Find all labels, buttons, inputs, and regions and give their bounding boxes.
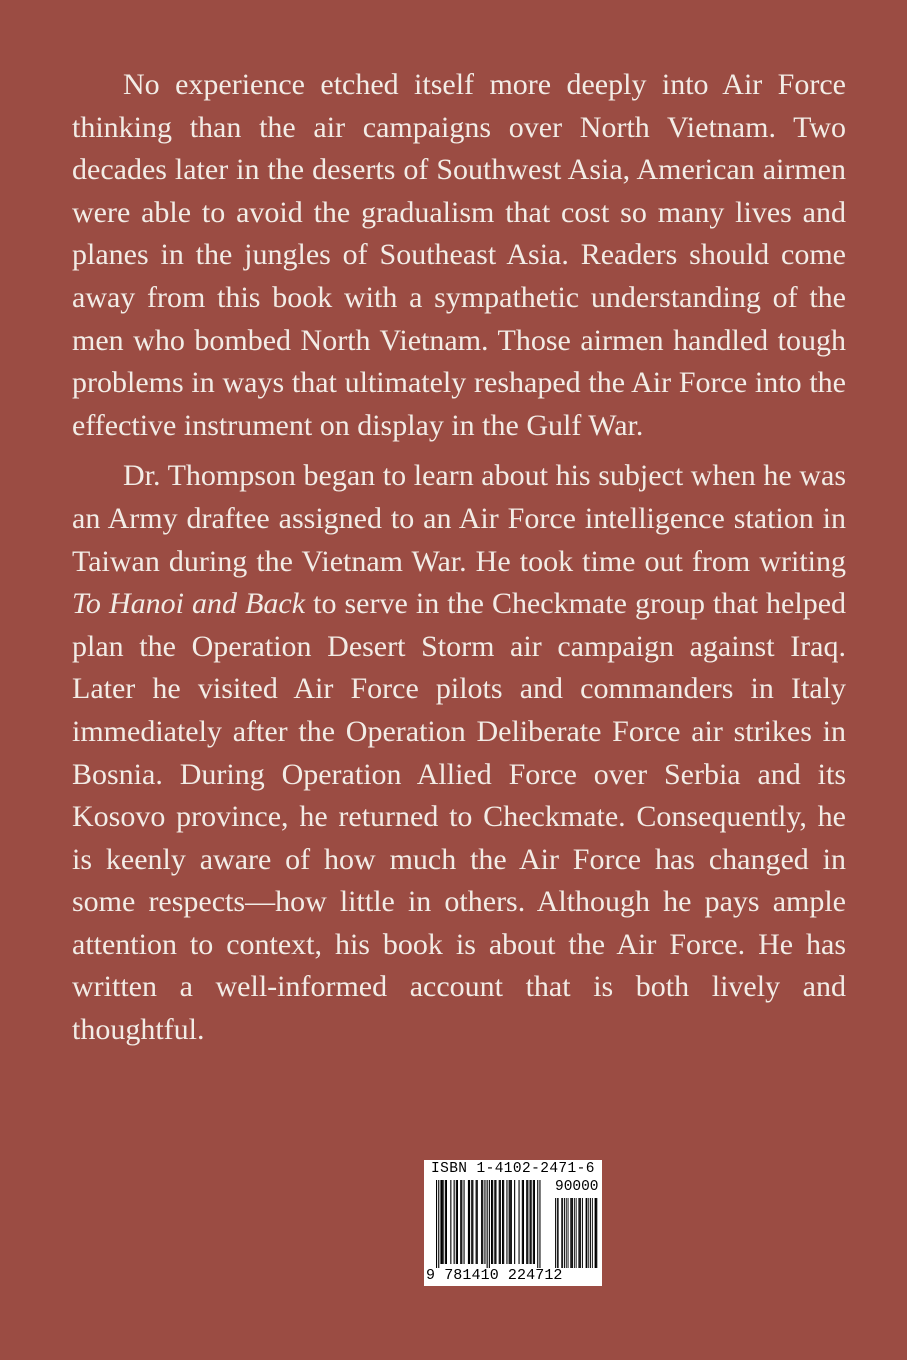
barcode-bar [464, 1180, 465, 1264]
barcode-bar [472, 1180, 473, 1264]
barcode-bar [457, 1180, 458, 1264]
paragraph-author-start: Dr. Thompson began to learn about his subject when he was an Army draftee assigned to an Air Force intelligence station in Taiwan during the Vietnam War. He took time out from writing [72, 459, 846, 578]
barcode-bar [461, 1180, 462, 1264]
barcode-bar [526, 1180, 527, 1264]
barcode-bar [482, 1180, 483, 1264]
addon-bar [592, 1198, 593, 1268]
barcode-bar [468, 1180, 469, 1264]
addon-bar [568, 1198, 569, 1268]
barcode-bar [510, 1180, 511, 1264]
ean-number: 9 781410 224712 [426, 1267, 563, 1284]
addon-bar [582, 1198, 583, 1268]
barcode-bar [537, 1180, 538, 1268]
barcode-bar [539, 1180, 540, 1268]
barcode-bar [509, 1180, 510, 1264]
barcode-bar [460, 1180, 461, 1264]
isbn-barcode [424, 1160, 602, 1286]
back-cover-text [72, 64, 846, 1060]
barcode-bar [440, 1180, 441, 1264]
paragraph-author [72, 455, 846, 1051]
barcode-bar [469, 1180, 470, 1264]
addon-bar [580, 1198, 581, 1268]
addon-bar [557, 1198, 558, 1268]
barcode-bar [454, 1180, 455, 1264]
barcode-bar [523, 1180, 524, 1264]
barcode-bar [494, 1180, 495, 1264]
barcode-bar [484, 1180, 485, 1264]
addon-bar [578, 1198, 579, 1268]
addon-bar [590, 1198, 591, 1268]
isbn-label: ISBN 1-4102-2471-6 [431, 1161, 595, 1177]
addon-bar [558, 1198, 559, 1268]
barcode-bar [477, 1180, 478, 1264]
addon-bar [596, 1198, 597, 1268]
barcode-bar [533, 1180, 534, 1264]
barcode-bar [450, 1180, 451, 1264]
barcode-bar [527, 1180, 528, 1264]
barcode-bar [530, 1180, 531, 1264]
addon-bar [579, 1198, 580, 1268]
addon-bar [566, 1198, 567, 1268]
barcode-bar [519, 1180, 520, 1264]
addon-bar [570, 1198, 571, 1268]
barcode-bar [481, 1180, 482, 1264]
addon-bar [564, 1198, 565, 1268]
addon-bar [561, 1198, 562, 1268]
barcode-bar [436, 1180, 437, 1268]
addon-bar [571, 1198, 572, 1268]
addon-bar [562, 1198, 563, 1268]
price-code: 90000 [555, 1179, 599, 1195]
barcode-bar [531, 1180, 532, 1264]
addon-bar [576, 1198, 577, 1268]
barcode-bar [500, 1180, 501, 1264]
barcode-bar [503, 1180, 504, 1264]
addon-bar [596, 1198, 597, 1268]
addon-bar [595, 1198, 596, 1268]
barcode-bar [491, 1180, 492, 1264]
barcode-bar [495, 1180, 496, 1264]
addon-bar [588, 1198, 589, 1268]
paragraph-intro: No experience etched itself more deeply into Air Force thinking than the air campaigns over North Vietnam. Two decades later in the deserts of Southwest Asia, American airmen were able to avoid the gradualism that cost so many lives and planes in the jungles of Southeast Asia. Readers should come away from this book with a sympathetic understanding of the men who bombed North Vietnam. Those airmen handled tough problems in ways that ultimately reshaped the Air Force into the effective instrument on display in the Gulf War. [72, 68, 846, 442]
barcode-bar [443, 1180, 444, 1264]
addon-bar [586, 1198, 587, 1268]
barcode-bar [471, 1180, 472, 1264]
barcode-bar [522, 1180, 523, 1264]
addon-bar [574, 1198, 575, 1268]
barcode-bar [476, 1180, 477, 1264]
book-title: To Hanoi and Back [72, 587, 306, 621]
paragraph-author-end: to serve in the Checkmate group that helped plan the Operation Desert Storm air campaign against Iraq. Later he visited Air Force pilots and commanders in Italy immediately after the Operation Deliberate Force air strikes in Bosnia. During Operation Allied Force over Serbia and its Kosovo province, he returned to Checkmate. Consequently, he is keenly aware of how much the Air Force has changed in some respects—how little in others. Although he pays ample attention to context, his book is about the Air Force. He has written a well-informed account that is both lively and thoughtful. [72, 587, 847, 1047]
barcode-bar [456, 1180, 457, 1264]
barcode-bar [442, 1180, 443, 1264]
addon-bar [555, 1198, 556, 1268]
addon-bar [587, 1198, 588, 1268]
barcode-bar [534, 1180, 535, 1264]
addon-bar [572, 1198, 573, 1268]
barcode-bar [506, 1180, 507, 1264]
barcode-bar [487, 1180, 488, 1268]
barcode-bar [438, 1180, 439, 1268]
barcode-bar [502, 1180, 503, 1264]
barcode-bar [511, 1180, 512, 1264]
barcode-bar [514, 1180, 515, 1264]
barcode-bar [499, 1180, 500, 1264]
barcode-bar [446, 1180, 447, 1264]
barcode-bar [489, 1180, 490, 1268]
barcode-bar [492, 1180, 493, 1264]
barcode-bar [445, 1180, 446, 1264]
